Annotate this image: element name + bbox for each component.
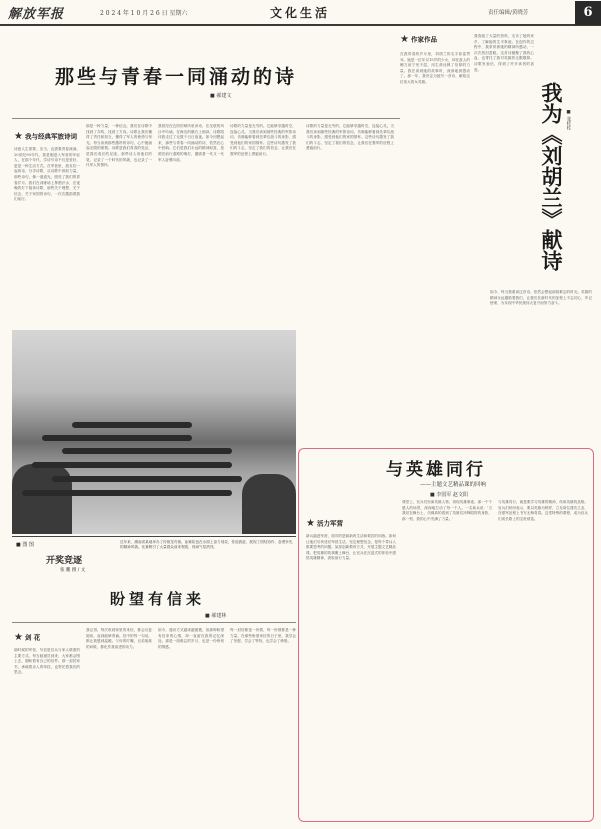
article-title: 与英雄同行 <box>386 460 486 480</box>
page-number: 6 <box>575 1 601 25</box>
article-title: 那些与青春一同涌动的诗 <box>55 66 298 88</box>
photo-label: ■ 图 图 <box>16 542 34 548</box>
article-column: 那时候的军营，写信是官兵与家人联系的主要方式。每当邮递员到来，大家都会围上去，期盼着有自己的信件。那一封封家书，承载着亲人的牵挂，也寄托着我们的思念。 <box>14 648 80 675</box>
section-head: ★ 活力军营 <box>306 518 343 529</box>
divider <box>12 622 296 623</box>
article-column: 诗歌的力量是无穷的。它能够穿越时空，连接心灵。当我们读到那些经典的军旅诗词，仿佛能够看到先辈们战斗的身影，感受到他们的家国情怀。这些诗句激发了我们的斗志，坚定了我们的信念，让我们在强军的征程上勇毅前行。 <box>230 124 296 156</box>
article-byline: ■ 郝建文 <box>210 93 232 99</box>
dragon-boat-photo <box>12 330 296 534</box>
article-column: 新兵踏进军营，面对的是崭新的生活和艰苦的训练。如何让他们尽快适应军营生活，坚定理想信念，是每个带兵人都要思考的问题。某部创新教育方式，开展主题文艺精品课，把英雄的故事搬上舞台，让官兵在沉浸式的体验中感悟英雄精神，汲取前行力量。 <box>306 534 396 561</box>
editor-credit: 责任编辑/黄晓芳 <box>488 10 529 16</box>
article-column: 如今，每当我重读这首诗，依然会想起那段难忘的时光。英雄的精神永远激励着我们，让我们在新时代的征程上不忘初心、牢记使命，为实现中华民族伟大复兴而努力奋斗。 <box>490 290 592 306</box>
star-icon: ★ <box>306 518 315 529</box>
article-byline: ■ 张桂柱 <box>566 110 571 130</box>
photo-byline: 张 鹏 摄 / 文 <box>60 568 86 573</box>
issue-date: 2 0 2 4 年 1 0 月 2 6 日 星期六 <box>100 10 188 17</box>
article-column: 如今，通讯方式越来越便捷，但那种盼望有信来的心情，却一直留在我的记忆深处。那是一段难忘的岁月，也是一份珍贵的情感。 <box>158 628 224 649</box>
article-title: 盼望有信来 <box>110 590 206 608</box>
article-column: 我记得，每次收到家里的来信，都会反复阅读，直到能够背诵。信中的每一句话，都让我感到温暖。父母的叮嘱，兄弟姐妹的问候，都化作我前进的动力。 <box>86 628 152 649</box>
article-title-vertical: 我为《刘胡兰》献诗 <box>539 82 563 271</box>
newspaper-logo: 解放军报 <box>8 7 65 22</box>
article-byline: ■ 李国军 赵文阳 <box>430 492 468 498</box>
article-column: 在我青春的岁月里，刘胡兰的名字如雷贯耳。她是一位年仅15岁的少女，却在敌人的铡刀前宁死不屈，用生命诠释了信仰的力量。我在读到她的故事时，深深地被感动了。那一年，我决定为她写一首诗，献给这位伟大的女英雄。 <box>400 52 470 84</box>
article-column: 我曾经在边防的哨所里读诗，在戈壁的风沙中吟诵，在海岛的礁石上朗读。诗歌陪伴我走过了无数个日日夜夜。如今回想起来，那些与青春一同涌动的诗，依然在心中回响。它们是我们永远的精神财富，是照亮前行道路的明灯，激励着一代又一代军人奋勇向前。 <box>158 124 224 162</box>
section-head: ★ 剑 花 <box>14 632 41 643</box>
section-title: 文化生活 <box>270 6 331 20</box>
article-byline: ■ 郝建林 <box>205 613 227 619</box>
article-column: 与英雄同行，就是要学习英雄的精神，传承英雄的品格。官兵们纷纷表示，要以英雄为榜样，立足岗位建功立业，在强军征程上书写无悔青春。这堂特殊的课程，成为官兵们成长路上的宝贵财富。 <box>498 500 588 521</box>
article-column: 我查阅了大量的资料，走访了她的家乡，了解她的生平事迹。在创作的过程中，我常常被她的精神所感动，一次次热泪盈眶。这首诗凝聚了我的心血，也寄托了我对英雄的无限敬仰。诗歌发表后，得到了许多读者的喜爱。 <box>474 34 534 72</box>
article-column: 每一封信都是一份情，每一份情都是一种力量。在那些盼望来信的日子里，我学会了坚强，学会了等待，也学会了珍惜。 <box>230 628 296 644</box>
article-column: 课堂上，官兵们扮演英雄人物，再现英雄事迹。那一个个感人的场景，深深地打动了每一个人。一名新兵说：'当我站在舞台上，仿佛真的看到了英雄们冲锋陷阵的身影，那一刻，我的心中充满了力量。' <box>402 500 492 521</box>
section-head: ★ 我与经典军旅诗词 <box>14 131 77 142</box>
article-subtitle: ——主题文艺精品课的回响 <box>420 482 487 488</box>
star-icon: ★ <box>400 34 409 45</box>
photo-caption: 近年来，湖南省某地举办了传统龙舟赛，参赛队伍在水面上奋力划桨，你追我赶，展现了团结协作、奋勇争先的精神风貌。比赛吸引了大量群众前来观看，现场气氛热烈。 <box>120 540 293 550</box>
star-icon: ★ <box>14 632 23 643</box>
section-head: ★ 作家作品 <box>400 34 437 45</box>
article-column: 诗歌的力量是无穷的。它能够穿越时空，连接心灵。当我们读到那些经典的军旅诗词，仿佛能够看到先辈们战斗的身影，感受到他们的家国情怀。这些诗句激发了我们的斗志，坚定了我们的信念，让我们在强军的征程上勇毅前行。 <box>306 124 394 151</box>
article-column: 那是一种力量，一种信念。我们在诗歌中找到了共鸣，找到了方向。诗歌让我们懂得了责任和担当，懂得了军人的使命与荣光。每当读到那些激昂的诗句，心中便涌起无限的豪情。诗歌是我们青春的见证，是我们成长的足迹。那些诗人用他们的笔，记录了一个时代的风貌，也记录了一代军人的情怀。 <box>86 124 152 168</box>
masthead <box>0 0 601 26</box>
divider <box>12 118 400 119</box>
photo-title: 开奖竞逐 <box>46 556 83 566</box>
article-column: 诗意人生需要，应当，也需要青春流淌。20世纪90年代，我是刚进入军营的年轻人，在那个年代，学诗写诗不仅是爱好，更是一种生活方式。在军营里，战友们一起读诗，分享诗歌，从诗歌中汲取力量。那些诗句，像一道道光，照亮了我们的青春岁月。我们在训练场上挥洒汗水，在夜晚的灯下阅读诗歌，那些关于理想、关于信念、关于家国的诗句，一次次激励着我们前行。 <box>14 147 80 202</box>
star-icon: ★ <box>14 131 23 142</box>
